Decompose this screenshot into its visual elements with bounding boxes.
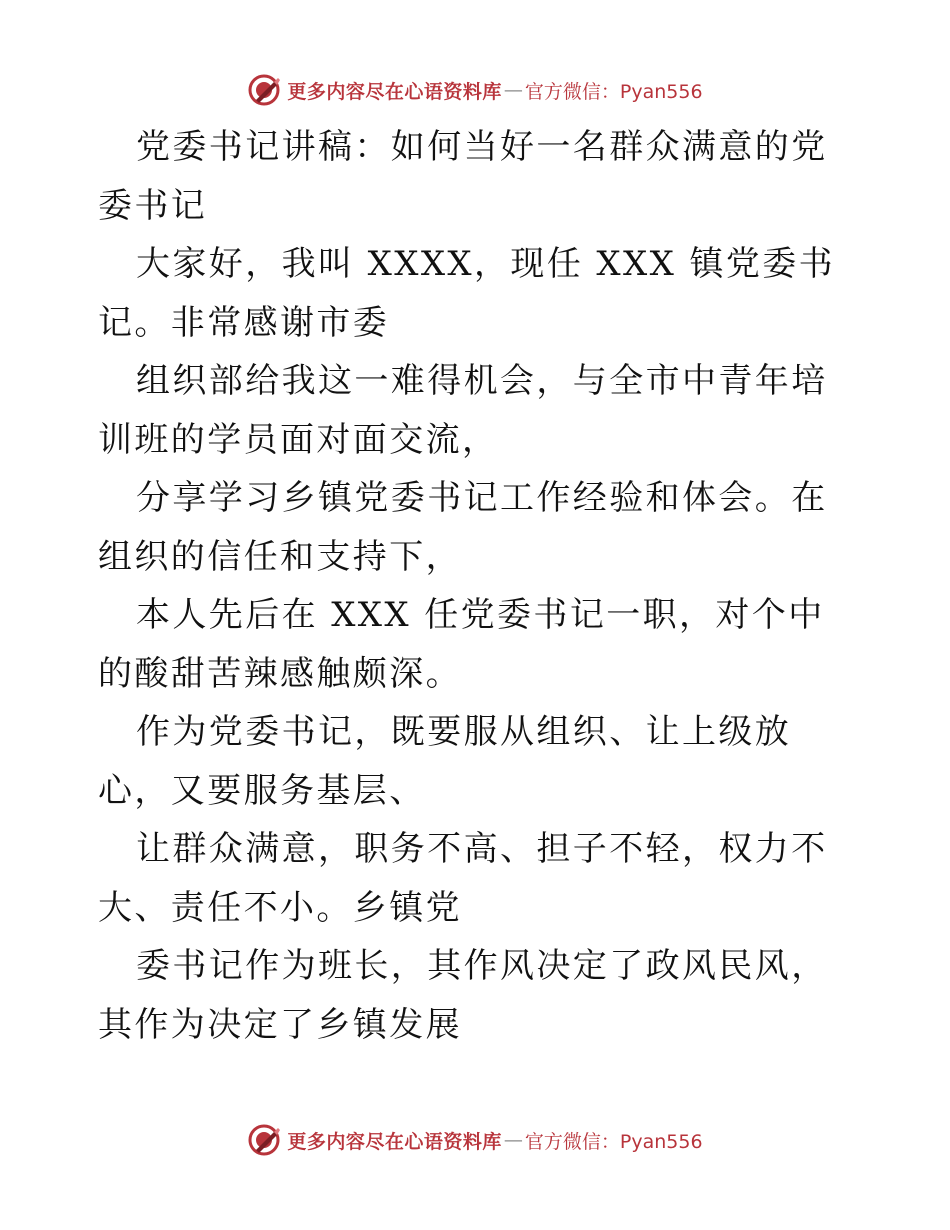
- header-brand-text: 更多内容尽在心语资料库: [287, 80, 502, 103]
- footer-dash: —: [503, 1129, 523, 1151]
- pen-logo-icon: [247, 1123, 281, 1157]
- header-watermark: [0, 70, 950, 110]
- header-wechat-text: 官方微信：Pyan556: [524, 80, 703, 103]
- document-title: 党委书记讲稿：如何当好一名群众满意的党委书记: [98, 127, 828, 226]
- paragraph: 组织部给我这一难得机会，与全市中青年培训班的学员面对面交流，: [98, 361, 828, 460]
- pen-logo-icon: [247, 73, 281, 107]
- paragraph: 作为党委书记，既要服从组织、让上级放心，又要服务基层、: [98, 712, 792, 811]
- paragraph: 分享学习乡镇党委书记工作经验和体会。在组织的信任和支持下，: [98, 478, 828, 577]
- document-body: [98, 118, 858, 1054]
- paragraph: 本人先后在 XXX 任党委书记一职，对个中的酸甜苦辣感触颇深。: [98, 595, 825, 694]
- footer-watermark: [0, 1120, 950, 1160]
- footer-brand-text: 更多内容尽在心语资料库: [287, 1130, 502, 1153]
- paragraph: 让群众满意，职务不高、担子不轻，权力不大、责任不小。乡镇党: [98, 829, 828, 928]
- footer-wechat-text: 官方微信：Pyan556: [524, 1130, 703, 1153]
- paragraph: 大家好，我叫 XXXX，现任 XXX 镇党委书记。非常感谢市委: [98, 244, 836, 343]
- paragraph: 委书记作为班长，其作风决定了政风民风，其作为决定了乡镇发展: [98, 946, 828, 1045]
- header-dash: —: [503, 79, 523, 101]
